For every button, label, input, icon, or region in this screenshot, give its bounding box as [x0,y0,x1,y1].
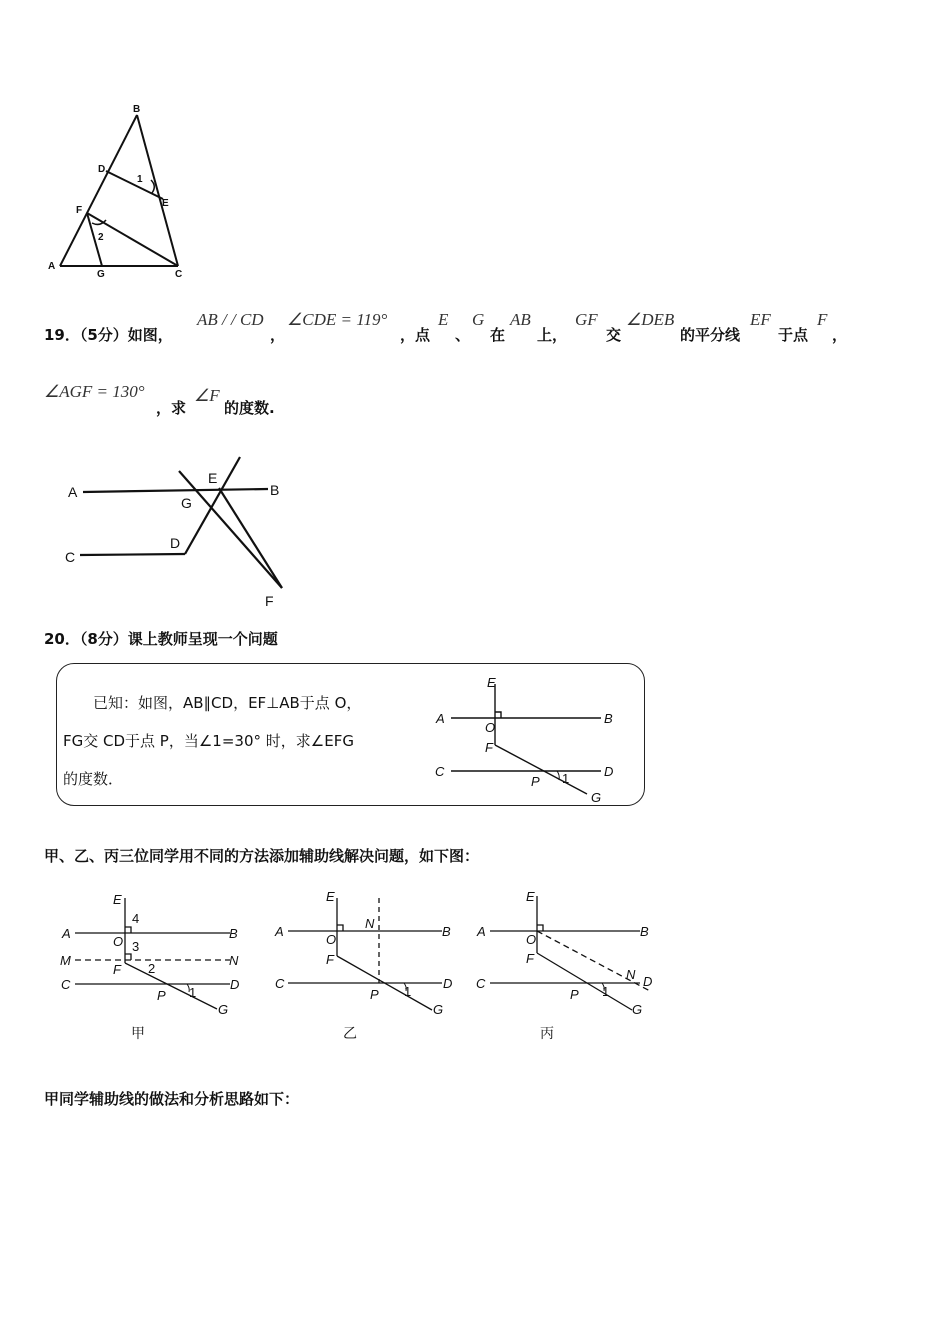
label-C: C [435,764,445,779]
label-C: C [175,269,183,280]
math-angle-deb: ∠DEB [626,310,675,329]
methods-intro: 甲、乙、丙三位同学用不同的方法添加辅助线解决问题，如下图： [44,847,480,865]
math-ab: AB [510,310,531,329]
label-O: O [526,932,537,947]
label-4: 4 [132,911,140,926]
figure-bing [470,888,670,1048]
math-angle-cde: ∠CDE = 119° [287,310,388,329]
math-g: G [472,310,485,329]
label-A: A [436,711,445,726]
label-B: B [270,482,280,498]
label-A: A [68,484,78,500]
q19-text-find: ，求 [156,399,187,417]
label-3: 3 [132,939,140,954]
label-P: P [370,987,379,1002]
label-D: D [170,535,181,551]
label-N: N [365,916,375,931]
label-A: A [48,261,56,272]
caption-jia: 甲 [131,1025,145,1041]
label-F: F [485,740,493,755]
label-M: M [60,953,71,968]
parallel-lines-figure-19 [55,450,305,615]
label-D: D [230,977,240,992]
math-angle-agf: ∠AGF = 130° [44,382,145,401]
label-E: E [487,675,496,690]
label-E: E [526,889,535,904]
q19-text-jiao: 交 [606,326,622,344]
label-G: G [632,1002,643,1017]
label-D: D [443,976,453,991]
label-G: G [97,269,105,280]
q19-sep: ， [270,326,286,344]
math-ef: EF [750,310,771,329]
label-N: N [229,953,239,968]
math-ab-parallel-cd: AB / / CD [197,310,264,329]
figure-jia [55,888,255,1048]
label-O: O [485,720,496,735]
box-line-1: 已知：如图，AB∥CD，EF⊥AB于点 O， [93,694,362,712]
q19-text-shang: 上， [537,326,568,344]
label-2: 2 [98,232,104,243]
q19-text-degree: 的度数. [224,399,275,417]
label-E: E [326,889,335,904]
label-2: 2 [148,961,156,976]
math-e: E [438,310,449,329]
problem-box [56,663,645,806]
label-P: P [531,774,540,789]
label-O: O [326,932,337,947]
box-line-2: FG交 CD于点 P，当∠1=30° 时，求∠EFG [63,732,354,750]
triangle-figure [40,100,200,280]
label-D: D [643,974,653,989]
question-19-line2 [44,382,444,422]
q19-text-bisector: 的平分线 [680,326,741,344]
label-F: F [265,593,274,609]
q19-text-dun: 、 [455,326,471,344]
label-B: B [133,104,141,115]
label-E: E [162,198,169,209]
label-P: P [157,988,166,1003]
label-A: A [275,924,284,939]
label-G: G [181,495,192,511]
q19-text-zai: 在 [490,326,506,344]
label-G: G [218,1002,229,1017]
label-G: G [433,1002,444,1017]
label-F: F [76,205,83,216]
label-C: C [275,976,285,991]
label-C: C [476,976,486,991]
label-F: F [113,962,121,977]
q19-number: 19．（5分）如图， [44,326,173,344]
label-B: B [604,711,613,726]
label-F: F [526,951,534,966]
label-N: N [626,967,636,982]
caption-bing: 丙 [540,1025,554,1041]
label-1: 1 [562,771,570,786]
math-gf: GF [575,310,598,329]
label-A: A [62,926,71,941]
figure-yi [270,888,470,1048]
q19-text-dian: ，点 [400,326,431,344]
label-B: B [229,926,238,941]
box-line-3: 的度数． [63,770,124,788]
label-D: D [98,164,106,175]
label-1: 1 [137,174,143,185]
label-F: F [326,952,334,967]
caption-yi: 乙 [343,1025,357,1041]
q19-text-comma: ， [832,326,848,344]
label-B: B [640,924,649,939]
label-C: C [61,977,71,992]
label-A: A [477,924,486,939]
problem-figure [429,672,639,802]
math-angle-f: ∠F [194,386,220,405]
label-D: D [604,764,614,779]
label-G: G [591,790,602,802]
label-E: E [113,892,122,907]
label-O: O [113,934,124,949]
label-P: P [570,987,579,1002]
question-20-title: 20．（8分）课上教师呈现一个问题 [44,630,278,648]
label-B: B [442,924,451,939]
method-jia-heading: 甲同学辅助线的做法和分析思路如下： [44,1090,300,1108]
label-E: E [208,470,218,486]
label-1: 1 [404,984,412,999]
question-19-line1 [44,310,924,350]
label-1: 1 [602,984,610,999]
label-C: C [65,549,76,565]
math-f: F [817,310,828,329]
label-1: 1 [189,985,197,1000]
q19-text-at-point: 于点 [778,326,809,344]
